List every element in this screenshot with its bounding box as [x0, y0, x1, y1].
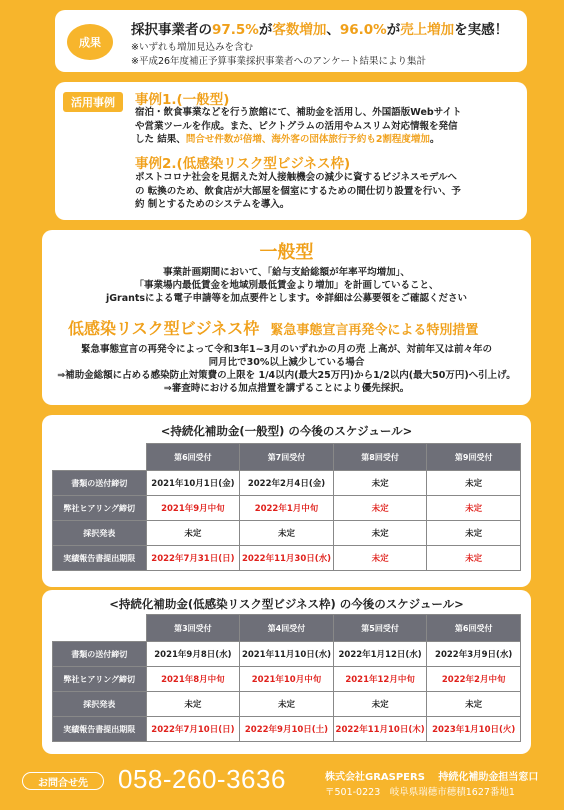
- table-cell: 未定: [427, 692, 521, 717]
- customers-percent: 97.5%: [212, 22, 259, 38]
- example-1-highlight: 問合せ件数が倍増、海外客の団体旅行予約も2割程度増加: [185, 134, 430, 145]
- table-cell: 2021年9月中旬: [146, 496, 240, 521]
- company-address: 〒501-0223 岐阜県瑞穂市穂積1627番地1: [325, 787, 515, 798]
- table-cell: 2022年11月30日(水): [240, 546, 334, 571]
- table-cell: 未定: [333, 692, 427, 717]
- table-cell: 2022年9月10日(土): [240, 717, 334, 742]
- table-header-row: [53, 615, 521, 642]
- column-header: 第6回受付: [146, 444, 240, 471]
- table-cell: 未定: [333, 521, 427, 546]
- headline-text: 採択事業者の: [131, 22, 212, 38]
- example-1-title: 事例1.(一般型): [135, 92, 230, 108]
- table-row: [53, 667, 521, 692]
- headline-text: が: [386, 22, 401, 38]
- example-1-line: [135, 133, 520, 147]
- row-header: 実績報告書提出期限: [53, 546, 147, 571]
- table-cell: 未定: [427, 521, 521, 546]
- general-title: 一般型: [259, 242, 314, 263]
- table-cell: 2022年1月中旬: [240, 496, 334, 521]
- customers-label: 客数増加: [272, 22, 327, 38]
- general-line: 「事業場内最低賃金を地域別最低賃金より増加」を計画していること、: [134, 280, 439, 291]
- example-2-line: ポストコロナ社会を見据えた対人接触機会の減少に資するビジネスモデルへ: [135, 172, 457, 183]
- schedule-general-card: [42, 415, 531, 587]
- table-cell: 未定: [146, 521, 240, 546]
- lowrisk-line: 緊急事態宣言の再発令によって令和3年1~3月のいずれかの月の売 上高が、対前年又は前々年の: [80, 344, 493, 355]
- example-2-line: の 転換のため、飲食店が大部屋を個室にするための間仕切り設置を行い、予: [135, 185, 461, 197]
- table-cell: 未定: [240, 521, 334, 546]
- schedule-lowrisk-card: [42, 590, 531, 754]
- table-corner: [53, 444, 147, 471]
- column-header: 第9回受付: [427, 444, 521, 471]
- column-header: 第6回受付: [427, 615, 521, 642]
- examples-card: [55, 82, 527, 220]
- table-cell: 未定: [427, 546, 521, 571]
- row-header: 弊社ヒアリング締切: [53, 496, 147, 521]
- column-header: 第8回受付: [333, 444, 427, 471]
- table-cell: 未定: [146, 692, 240, 717]
- table-cell: 未定: [333, 496, 427, 521]
- row-header: 採択発表: [53, 692, 147, 717]
- table-cell: 2021年10月1日(金): [146, 471, 240, 496]
- headline-text: が: [258, 22, 273, 38]
- column-header: 第4回受付: [240, 615, 334, 642]
- examples-tag: 活用事例: [63, 92, 123, 112]
- footer: [0, 760, 564, 810]
- table-row: [53, 496, 521, 521]
- table-corner: [53, 615, 147, 642]
- contact-label: お問合せ先: [22, 772, 104, 790]
- table-cell: 2022年3月9日(水): [427, 642, 521, 667]
- phone-number[interactable]: 058-260-3636: [118, 764, 286, 794]
- table-header-row: [53, 444, 521, 471]
- table-cell: 2022年2月中旬: [427, 667, 521, 692]
- table-cell: 未定: [427, 496, 521, 521]
- lowrisk-heading: [68, 316, 478, 339]
- company-name: 株式会社GRASPERS 持続化補助金担当窓口: [325, 772, 539, 783]
- row-header: 採択発表: [53, 521, 147, 546]
- general-line: jGrantsによる電子申請等を加点要件とします。※詳細は公募要領をご確認ください: [105, 293, 468, 304]
- headline-text: 、: [326, 22, 340, 38]
- column-header: 第7回受付: [240, 444, 334, 471]
- table-cell: 未定: [240, 692, 334, 717]
- results-note-1: ※いずれも増加見込みを含む: [131, 42, 253, 53]
- row-header: 書類の送付締切: [53, 471, 147, 496]
- table-row: [53, 521, 521, 546]
- table-row: [53, 692, 521, 717]
- example-1-line: や営業ツールを作成。また、ピクトグラムの活用やムスリム対応情報を発信: [135, 120, 458, 132]
- example-1-text: した 結果、: [135, 134, 186, 145]
- column-header: 第3回受付: [146, 615, 240, 642]
- lowrisk-subtitle: 緊急事態宣言再発令による特別措置: [270, 323, 479, 338]
- table-row: [53, 717, 521, 742]
- table-row: [53, 642, 521, 667]
- example-1-line: 宿泊・飲食事業などを行う旅館にて、補助金を活用し、外国語版Webサイト: [135, 107, 462, 118]
- schedule-general-title: <持続化補助金(一般型) の今後のスケジュール>: [160, 424, 413, 438]
- results-note-2: ※平成26年度補正予算事業採択事業者へのアンケート結果により集計: [131, 56, 426, 67]
- example-1-text: 。: [429, 134, 440, 145]
- sales-label: 売上増加: [400, 22, 455, 38]
- row-header: 弊社ヒアリング締切: [53, 667, 147, 692]
- lowrisk-title: 低感染リスク型ビジネス枠: [68, 319, 260, 338]
- column-header: 第5回受付: [333, 615, 427, 642]
- lowrisk-line: 同月比で30%以上減少している場合: [208, 357, 365, 368]
- row-header: 実績報告書提出期限: [53, 717, 147, 742]
- row-header: 書類の送付締切: [53, 642, 147, 667]
- table-cell: 未定: [427, 471, 521, 496]
- table-cell: 2022年7月10日(日): [146, 717, 240, 742]
- table-cell: 2021年12月中旬: [333, 667, 427, 692]
- example-2-line: 約 制とするためのシステムを導入。: [135, 199, 290, 210]
- table-row: [53, 546, 521, 571]
- schedule-lowrisk-table: [52, 614, 521, 742]
- table-cell: 2021年9月8日(水): [146, 642, 240, 667]
- results-card: [55, 10, 527, 72]
- results-badge: 成果: [67, 24, 113, 60]
- table-cell: 2022年7月31日(日): [146, 546, 240, 571]
- lowrisk-body: [42, 343, 531, 395]
- example-2-title: 事例2.(低感染リスク型ビジネス枠): [135, 156, 351, 172]
- lowrisk-line: ⇒審査時における加点措置を講ずることにより優先採択。: [163, 383, 410, 394]
- general-line: 事業計画期間において、「給与支給総額が年率平均増加」、: [163, 267, 410, 278]
- headline-text: を実感！: [454, 22, 509, 38]
- table-row: [53, 471, 521, 496]
- example-2-body: [135, 171, 520, 212]
- table-cell: 未定: [333, 546, 427, 571]
- lowrisk-line: ⇒補助金総額に占める感染防止対策費の上限を 1/4以内(最大25万円)から1/2以内(最大50万円)へ引上げ。: [57, 370, 516, 381]
- table-cell: 2021年10月中旬: [240, 667, 334, 692]
- table-cell: 2022年2月4日(金): [240, 471, 334, 496]
- results-headline: [131, 18, 508, 38]
- example-1-body: [135, 106, 520, 147]
- table-cell: 2023年1月10日(火): [427, 717, 521, 742]
- general-body: [42, 266, 531, 305]
- table-cell: 2021年8月中旬: [146, 667, 240, 692]
- table-cell: 2022年11月10日(木): [333, 717, 427, 742]
- schedule-general-table: [52, 443, 521, 571]
- sales-percent: 96.0%: [339, 22, 387, 38]
- detail-card: [42, 230, 531, 405]
- schedule-lowrisk-title: <持続化補助金(低感染リスク型ビジネス枠) の今後のスケジュール>: [109, 597, 464, 611]
- table-cell: 2022年1月12日(水): [333, 642, 427, 667]
- table-cell: 未定: [333, 471, 427, 496]
- table-cell: 2021年11月10日(水): [240, 642, 334, 667]
